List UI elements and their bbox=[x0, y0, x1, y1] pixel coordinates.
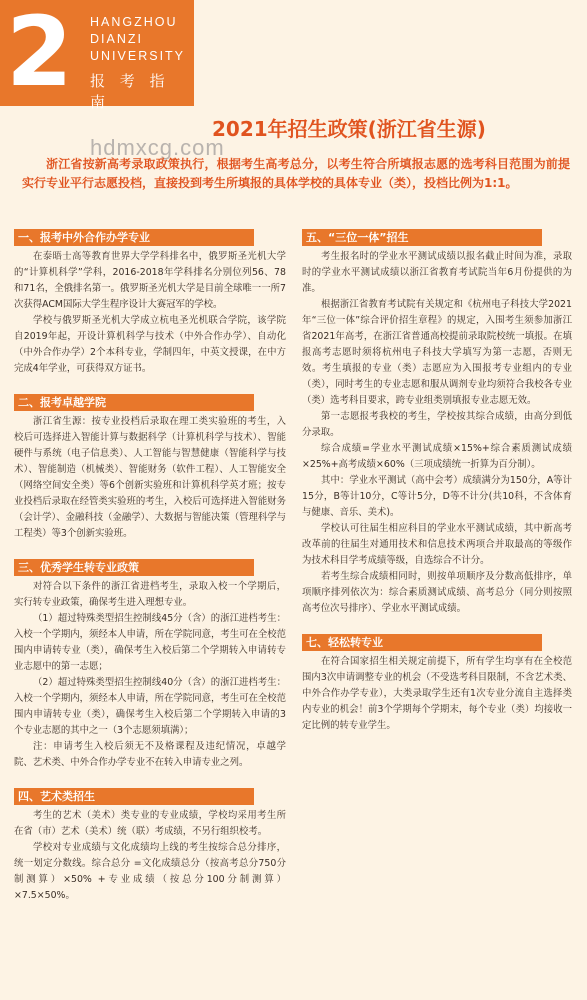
section-title: 五、“三位一体”招生 bbox=[302, 229, 542, 246]
policy-section bbox=[14, 785, 286, 904]
section-paragraph: 学校与俄罗斯圣光机大学成立杭电圣光机联合学院，该学院自2019年起，开设计算机科学与技术（中外合作办学）、自动化（中外合作办学）2个本科专业，学制四年，中英文授课，在中方完成4年学业，可获得双方证书。 bbox=[14, 315, 286, 374]
guide-subtitle: 报 考 指 南 bbox=[90, 72, 170, 111]
left-column bbox=[14, 226, 286, 918]
policy-section bbox=[302, 631, 572, 734]
section-title: 七、轻松转专业 bbox=[302, 634, 542, 651]
watermark: hdmxcg.com bbox=[90, 135, 225, 160]
section-title: 一、报考中外合作办学专业 bbox=[14, 229, 254, 246]
policy-section bbox=[14, 226, 286, 377]
policy-section bbox=[14, 391, 286, 542]
university-line: UNIVERSITY bbox=[90, 49, 186, 63]
section-paragraph: 考生报名时的学业水平测试成绩以报名截止时间为准，录取时的学业水平测试成绩以浙江省教育考试院当年6月份提供的为准。 bbox=[302, 251, 572, 294]
section-paragraph: 考生的艺术（美术）类专业的专业成绩，学校均采用考生所在省（市）艺术（美术）统（联）考成绩，不另行组织校考。 bbox=[14, 810, 286, 837]
section-paragraph: 其中：学业水平测试（高中会考）成绩满分为150分，A等计15分，B等计10分，C等计5分，D等不计分(共10科，不含体育与健康、音乐、美术)。 bbox=[302, 475, 572, 518]
section-paragraph: 学校对专业成绩与文化成绩均上线的考生按综合总分排序，统一划定分数线。综合总分 =文化成绩总分（按高考总分750分制测算）×50% +专业成绩（按总分100分制测算）×7.5×50%。 bbox=[14, 842, 286, 901]
guide-number: 2 bbox=[6, 0, 73, 108]
header-banner bbox=[0, 0, 194, 111]
section-paragraph: 浙江省生源：按专业投档后录取在理工类实验班的考生，入校后可选择进入智能计算与数据科学（计算机科学与技术）、智能硬件与系统（电子信息类）、人工智能与智慧健康（智能科学与技术）、智能制造（机械类）、智能财务（软件工程）、人工智能安全（网络空间安全类）等6个创新实验班和计算机科学英才班；按专业投档后录取在经管类实验班的考生，入校后可选择进入智能财务（会计学）、金融科技（金融学）、大数据与智能决策（管理科学与工程类）等3个创新实验班。 bbox=[14, 416, 286, 539]
section-paragraph: 若考生综合成绩相同时，则按单项顺序及分数高低排序，单项顺序排列依次为：综合素质测试成绩、高考总分（同分则按照高考位次号排序）、学业水平测试成绩。 bbox=[302, 571, 572, 614]
section-paragraph: 注：申请考生入校后须无不及格课程及违纪情况，卓越学院、艺术类、中外合作办学专业不在转入申请专业之列。 bbox=[14, 741, 286, 768]
section-paragraph: 综合成绩=学业水平测试成绩×15%+综合素质测试成绩×25%+高考成绩×60%（三项成绩统一折算为百分制）。 bbox=[302, 443, 572, 470]
section-title: 三、优秀学生转专业政策 bbox=[14, 559, 254, 576]
section-title: 四、艺术类招生 bbox=[14, 788, 254, 805]
page-title: 2021年招生政策(浙江省生源) bbox=[212, 117, 486, 141]
section-paragraph: （2）超过特殊类型招生控制线40分（含）的浙江进档考生：入校一个学期内，须经本人申请，所在学院同意，考生可在全校范围内申请转专业（类），确保考生入校后第二个学期转入申请的3个专业志愿的其中之一（3个志愿须填满）； bbox=[14, 677, 286, 736]
section-paragraph: 对符合以下条件的浙江省进档考生，录取入校一个学期后，实行转专业政策，确保考生进入理想专业。 bbox=[14, 581, 286, 608]
section-paragraph: 学校认可往届生相应科目的学业水平测试成绩，其中新高考改革前的往届生对通用技术和信息技术两项合并取最高的等级作为技术科目学考成绩等级，自选综合不计分。 bbox=[302, 523, 572, 566]
university-line: HANGZHOU bbox=[90, 15, 178, 29]
intro-paragraph: 浙江省按新高考录取政策执行，根据考生高考总分，以考生符合所填报志愿的选考科目范围为前提实行专业平行志愿投档，直接投到考生所填报的具体学校的具体专业（类），投档比例为1:1。 bbox=[22, 157, 570, 190]
section-paragraph: 根据浙江省教育考试院有关规定和《杭州电子科技大学2021年“三位一体”综合评价招生章程》的规定，入围考生须参加浙江省2021年高考，在浙江省普通高校提前录取院校统一填报。在填报高考志愿时须将杭州电子科技大学填写为第一志愿，否则无效。考生填报的专业（类）志愿应为入围报考专业组内的专业（类），同时考生的专业志愿和服从调剂专业均须符合我校各专业（类）选考科目要求，跨专业组类别填报专业志愿无效。 bbox=[302, 299, 572, 406]
section-paragraph: 在泰晤士高等教育世界大学学科排名中，俄罗斯圣光机大学的“计算机科学”学科，2016-2018年学科排名分别位列56、78和71名，全俄排名第一。俄罗斯圣光机大学是目前全球唯一一所7次获得ACM国际大学生程序设计大赛冠军的学校。 bbox=[14, 251, 286, 310]
right-column bbox=[302, 226, 572, 748]
section-title: 二、报考卓越学院 bbox=[14, 394, 254, 411]
policy-section bbox=[302, 226, 572, 617]
university-name-en bbox=[90, 14, 185, 65]
section-paragraph: （1）超过特殊类型招生控制线45分（含）的浙江进档考生：入校一个学期内，须经本人申请，所在学院同意，考生可在全校范围内申请转专业（类），确保考生入校后第二个学期转入申请转专业志愿中的第一志愿； bbox=[14, 613, 286, 672]
section-paragraph: 第一志愿报考我校的考生，学校按其综合成绩，由高分到低分录取。 bbox=[302, 411, 572, 438]
university-line: DIANZI bbox=[90, 32, 143, 46]
section-paragraph: 在符合国家招生相关规定前提下，所有学生均享有在全校范围内3次申请调整专业的机会（不受选考科目限制，不含艺术类、中外合作办学专业），大类录取学生还有1次专业分流自主选择类内专业的机会！前3个学期每个学期末，每个专业（类）均接收一定比例的转专业学生。 bbox=[302, 656, 572, 731]
policy-section bbox=[14, 556, 286, 771]
